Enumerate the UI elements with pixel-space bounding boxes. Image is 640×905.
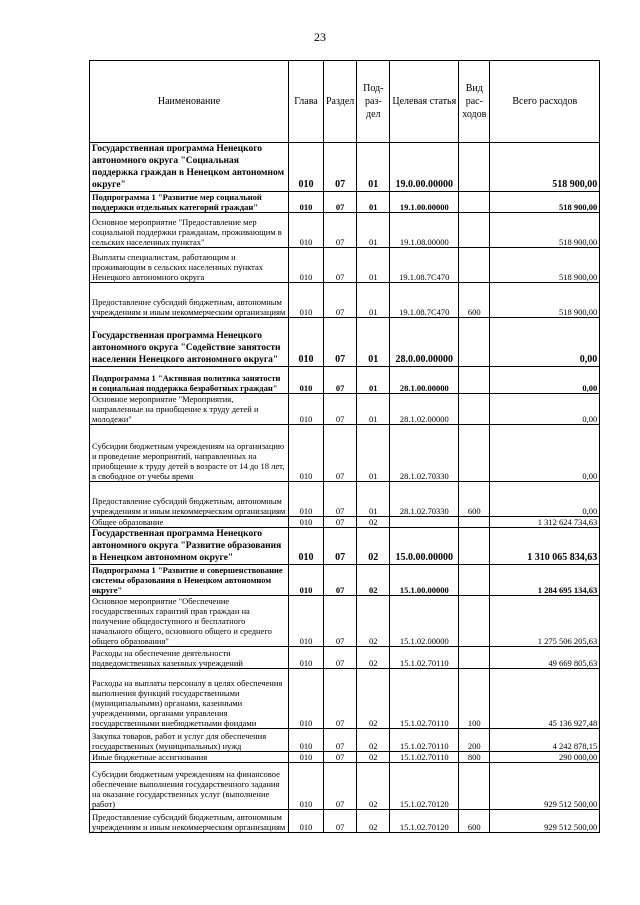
cell-target: 15.1.02.70110 <box>390 752 459 763</box>
cell-type <box>459 425 490 482</box>
cell-total: 0,00 <box>490 425 600 482</box>
cell-subsection: 02 <box>357 669 390 729</box>
table-row <box>90 752 600 763</box>
cell-name: Расходы на выплаты персоналу в целях обеспечения выполнения функций государственными (муниципальными) органами, казенными учреждениями, органами управления государственными внебюджетными фондами <box>90 669 289 729</box>
cell-chapter: 010 <box>289 528 324 565</box>
cell-type <box>459 394 490 425</box>
cell-target: 19.1.08.00000 <box>390 213 459 248</box>
cell-chapter: 010 <box>289 810 324 833</box>
cell-chapter: 010 <box>289 669 324 729</box>
header-chapter: Глава <box>289 61 324 143</box>
table-row <box>90 596 600 647</box>
cell-total: 1 312 624 734,63 <box>490 517 600 528</box>
cell-target: 28.1.02.00000 <box>390 394 459 425</box>
cell-target: 28.1.02.70330 <box>390 425 459 482</box>
cell-type <box>459 647 490 669</box>
cell-name: Общее образование <box>90 517 289 528</box>
cell-chapter: 010 <box>289 596 324 647</box>
cell-subsection: 02 <box>357 517 390 528</box>
cell-type <box>459 596 490 647</box>
cell-target: 15.1.02.70120 <box>390 763 459 810</box>
cell-total: 45 136 927,48 <box>490 669 600 729</box>
cell-total: 0,00 <box>490 482 600 517</box>
cell-type <box>459 248 490 283</box>
cell-total: 0,00 <box>490 394 600 425</box>
cell-type <box>459 213 490 248</box>
cell-name: Расходы на обеспечение деятельности подведомственных казенных учреждений <box>90 647 289 669</box>
cell-target: 19.0.00.00000 <box>390 143 459 192</box>
cell-subsection: 01 <box>357 283 390 318</box>
cell-type <box>459 565 490 596</box>
cell-type: 100 <box>459 669 490 729</box>
cell-name: Субсидии бюджетным учреждениям на организацию и проведение мероприятий, направленных на приобщение к труду детей в возрасте от 14 до 18 лет, в свободное от учебы время <box>90 425 289 482</box>
cell-name: Основное мероприятие "Мероприятия, направленные на приобщение к труду детей и молодежи" <box>90 394 289 425</box>
cell-target: 15.0.00.00000 <box>390 528 459 565</box>
cell-chapter: 010 <box>289 248 324 283</box>
table-row <box>90 425 600 482</box>
cell-total: 1 275 506 205,63 <box>490 596 600 647</box>
cell-section: 07 <box>324 647 357 669</box>
cell-type <box>459 192 490 213</box>
header-section: Раздел <box>324 61 357 143</box>
table-row <box>90 517 600 528</box>
cell-target: 19.1.08.7C470 <box>390 283 459 318</box>
cell-name: Государственная программа Ненецкого автономного округа "Развитие образования в Ненецком автономном округе" <box>90 528 289 565</box>
cell-target: 15.1.02.70110 <box>390 729 459 752</box>
cell-section: 07 <box>324 596 357 647</box>
cell-type: 200 <box>459 729 490 752</box>
cell-section: 07 <box>324 669 357 729</box>
cell-total: 0,00 <box>490 367 600 394</box>
cell-section: 07 <box>324 729 357 752</box>
table-row <box>90 143 600 192</box>
cell-section: 07 <box>324 425 357 482</box>
header-subsection: Под-раз-дел <box>357 61 390 143</box>
cell-section: 07 <box>324 394 357 425</box>
cell-subsection: 01 <box>357 192 390 213</box>
cell-subsection: 02 <box>357 810 390 833</box>
cell-name: Государственная программа Ненецкого автономного округа "Содействие занятости населения Ненецкого автономного округа" <box>90 318 289 367</box>
cell-type <box>459 763 490 810</box>
cell-subsection: 02 <box>357 752 390 763</box>
cell-subsection: 02 <box>357 528 390 565</box>
cell-name: Субсидии бюджетным учреждениям на финансовое обеспечение выполнения государственного задания на оказание государственных услуг (выполнение работ) <box>90 763 289 810</box>
cell-name: Предоставление субсидий бюджетным, автономным учреждениям и иным некоммерческим организациям <box>90 482 289 517</box>
cell-total: 1 310 065 834,63 <box>490 528 600 565</box>
cell-chapter: 010 <box>289 213 324 248</box>
header-type: Вид рас-ходов <box>459 61 490 143</box>
cell-chapter: 010 <box>289 647 324 669</box>
table-row <box>90 647 600 669</box>
cell-total: 518 900,00 <box>490 248 600 283</box>
cell-type <box>459 143 490 192</box>
cell-type: 800 <box>459 752 490 763</box>
cell-subsection: 02 <box>357 647 390 669</box>
cell-name: Закупка товаров, работ и услуг для обеспечения государственных (муниципальных) нужд <box>90 729 289 752</box>
cell-total: 49 669 805,63 <box>490 647 600 669</box>
cell-total: 0,00 <box>490 318 600 367</box>
cell-type <box>459 517 490 528</box>
cell-target: 19.1.00.00000 <box>390 192 459 213</box>
cell-section: 07 <box>324 482 357 517</box>
cell-target: 15.1.02.70120 <box>390 810 459 833</box>
cell-subsection: 01 <box>357 367 390 394</box>
budget-table <box>89 60 600 833</box>
header-row <box>90 61 600 143</box>
cell-section: 07 <box>324 248 357 283</box>
cell-chapter: 010 <box>289 394 324 425</box>
table-row <box>90 482 600 517</box>
cell-name: Предоставление субсидий бюджетным, автономным учреждениям и иным некоммерческим организациям <box>90 810 289 833</box>
cell-target: 15.1.02.00000 <box>390 596 459 647</box>
cell-section: 07 <box>324 318 357 367</box>
table-row <box>90 528 600 565</box>
cell-name: Подпрограмма 1 "Активная политика занятости и социальная поддержка безработных граждан" <box>90 367 289 394</box>
cell-section: 07 <box>324 763 357 810</box>
cell-type <box>459 367 490 394</box>
cell-target: 15.1.00.00000 <box>390 565 459 596</box>
cell-name: Основное мероприятие "Предоставление мер социальной поддержки гражданам, проживающим в сельских населенных пунктах" <box>90 213 289 248</box>
cell-subsection: 01 <box>357 318 390 367</box>
page-number: 23 <box>314 30 326 44</box>
cell-chapter: 010 <box>289 763 324 810</box>
cell-chapter: 010 <box>289 565 324 596</box>
cell-chapter: 010 <box>289 318 324 367</box>
header-total: Всего расходов <box>490 61 600 143</box>
table-row <box>90 318 600 367</box>
cell-subsection: 01 <box>357 213 390 248</box>
cell-section: 07 <box>324 283 357 318</box>
cell-name: Иные бюджетные ассигнования <box>90 752 289 763</box>
cell-total: 518 900,00 <box>490 143 600 192</box>
cell-total: 1 284 695 134,63 <box>490 565 600 596</box>
cell-subsection: 01 <box>357 482 390 517</box>
table-row <box>90 729 600 752</box>
table-row <box>90 669 600 729</box>
cell-target <box>390 517 459 528</box>
table-row <box>90 367 600 394</box>
cell-name: Подпрограмма 1 "Развитие мер социальной поддержки отдельных категорий граждан" <box>90 192 289 213</box>
table-row <box>90 810 600 833</box>
cell-section: 07 <box>324 517 357 528</box>
cell-total: 518 900,00 <box>490 192 600 213</box>
cell-target: 28.1.00.00000 <box>390 367 459 394</box>
cell-name: Государственная программа Ненецкого автономного округа "Социальная поддержка граждан в Ненецком автономном округе" <box>90 143 289 192</box>
cell-name: Основное мероприятие "Обеспечение государственных гарантий прав граждан на получение общедоступного и бесплатного начального общего, основного общего и среднего общего образования" <box>90 596 289 647</box>
cell-target: 15.1.02.70110 <box>390 647 459 669</box>
cell-chapter: 010 <box>289 143 324 192</box>
cell-section: 07 <box>324 810 357 833</box>
cell-total: 929 512 500,00 <box>490 810 600 833</box>
cell-chapter: 010 <box>289 517 324 528</box>
cell-section: 07 <box>324 565 357 596</box>
cell-name: Выплаты специалистам, работающим и проживающим в сельских населенных пунктах Ненецкого автономного округа <box>90 248 289 283</box>
cell-subsection: 02 <box>357 565 390 596</box>
cell-target: 28.0.00.00000 <box>390 318 459 367</box>
cell-chapter: 010 <box>289 283 324 318</box>
table-row <box>90 565 600 596</box>
cell-section: 07 <box>324 528 357 565</box>
cell-target: 15.1.02.70110 <box>390 669 459 729</box>
cell-total: 929 512 500,00 <box>490 763 600 810</box>
cell-type: 600 <box>459 482 490 517</box>
cell-section: 07 <box>324 367 357 394</box>
cell-type: 600 <box>459 810 490 833</box>
cell-subsection: 02 <box>357 596 390 647</box>
cell-chapter: 010 <box>289 192 324 213</box>
header-target: Целевая статья <box>390 61 459 143</box>
cell-type <box>459 318 490 367</box>
cell-subsection: 01 <box>357 394 390 425</box>
cell-type: 600 <box>459 283 490 318</box>
cell-name: Предоставление субсидий бюджетным, автономным учреждениям и иным некоммерческим организациям <box>90 283 289 318</box>
cell-target: 19.1.08.7C470 <box>390 248 459 283</box>
cell-chapter: 010 <box>289 367 324 394</box>
table-row <box>90 394 600 425</box>
cell-total: 4 242 878,15 <box>490 729 600 752</box>
cell-section: 07 <box>324 213 357 248</box>
cell-subsection: 01 <box>357 248 390 283</box>
cell-subsection: 01 <box>357 143 390 192</box>
cell-subsection: 02 <box>357 729 390 752</box>
cell-type <box>459 528 490 565</box>
cell-target: 28.1.02.70330 <box>390 482 459 517</box>
cell-subsection: 02 <box>357 763 390 810</box>
cell-total: 290 000,00 <box>490 752 600 763</box>
cell-section: 07 <box>324 192 357 213</box>
cell-chapter: 010 <box>289 729 324 752</box>
table-row <box>90 283 600 318</box>
cell-chapter: 010 <box>289 752 324 763</box>
cell-total: 518 900,00 <box>490 213 600 248</box>
cell-total: 518 900,00 <box>490 283 600 318</box>
table-row <box>90 192 600 213</box>
cell-section: 07 <box>324 143 357 192</box>
cell-subsection: 01 <box>357 425 390 482</box>
header-name: Наименование <box>90 61 289 143</box>
cell-chapter: 010 <box>289 425 324 482</box>
cell-name: Подпрограмма 1 "Развитие и совершенствование системы образования в Ненецком автономном округе" <box>90 565 289 596</box>
table-row <box>90 763 600 810</box>
cell-chapter: 010 <box>289 482 324 517</box>
cell-section: 07 <box>324 752 357 763</box>
table-row <box>90 213 600 248</box>
table-row <box>90 248 600 283</box>
